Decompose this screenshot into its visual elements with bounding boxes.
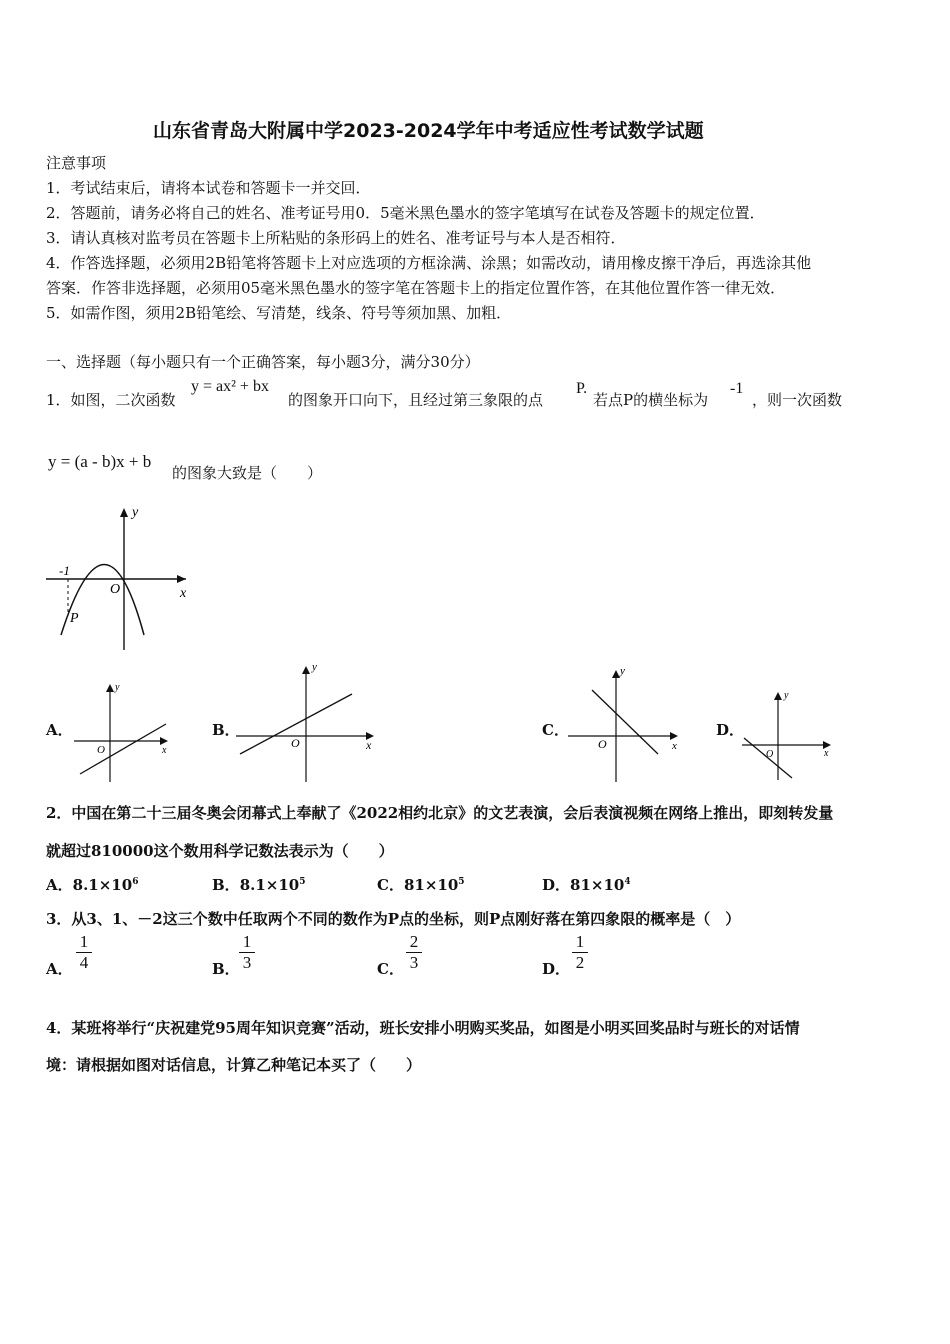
q3-option-c-label[interactable]: C．: [377, 960, 404, 978]
q1-c-y-label: y: [620, 665, 625, 677]
q1-option-c-label[interactable]: C．: [542, 721, 569, 739]
q2-text-line-2: 就超过810000这个数用科学记数法表示为（ ）: [46, 842, 394, 860]
q1-graph-x-label: x: [180, 586, 187, 601]
q1-equation-1: y = ax² + bx: [191, 378, 269, 395]
q1-graph-neg1: -1: [59, 563, 70, 578]
q1-a-x-label: x: [162, 745, 167, 756]
q3-option-d-label[interactable]: D．: [542, 960, 571, 978]
notice-item-4-cont: 答案．作答非选择题，必须用05毫米黑色墨水的签字笔在答题卡上的指定位置作答，在其他位置作答一律无效．: [46, 279, 786, 297]
q1-option-a-label[interactable]: A．: [46, 721, 73, 739]
q2-option-a[interactable]: A．$8.1\times 10^6$: [46, 876, 139, 894]
q1-option-d-graph: [740, 686, 836, 784]
q1-a-y-label: y: [115, 682, 120, 693]
q3-text: 3．从3、1、－2这三个数中任取两个不同的数作为P点的坐标，则P点刚好落在第四象限的概率是（ ）: [46, 910, 741, 928]
q1-a-origin: O: [97, 744, 105, 756]
q1-graph-y-label: y: [132, 505, 139, 520]
q3-option-a-label[interactable]: A．: [46, 960, 73, 978]
q1-option-b-graph: [234, 658, 384, 784]
notice-item-5: 5．如需作图，须用2B铅笔绘、写清楚，线条、符号等须加黑、加粗．: [46, 304, 512, 322]
q1-d-origin: O: [766, 749, 774, 760]
q2-option-c[interactable]: C．$81\times 10^5$: [377, 876, 465, 894]
q1-graph-origin: O: [110, 582, 121, 597]
q1-b-x-label: x: [366, 738, 372, 752]
q1-option-c-graph: [566, 662, 688, 784]
notice-item-4: 4．作答选择题，必须用2B铅笔将答题卡上对应选项的方框涂满、涂黑；如需改动，请用橡皮擦干净后，再选涂其他: [46, 254, 812, 272]
q2-option-d[interactable]: D．$81\times 10^4$: [542, 876, 631, 894]
q1-d-x-label: x: [824, 748, 829, 759]
q1-text-1: 1．如图，二次函数: [46, 391, 176, 409]
q2-text-line-1: 2．中国在第二十三届冬奥会闭幕式上奉献了《2022相约北京》的文艺表演，会后表演视频在网络上推出，即刻转发量: [46, 804, 834, 822]
q1-option-d-label[interactable]: D．: [716, 721, 745, 739]
q4-text-line-2: 境：请根据如图对话信息，计算乙种笔记本买了（ ）: [46, 1056, 422, 1074]
q1-b-y-label: y: [312, 661, 317, 673]
q1-point-p: P.: [576, 380, 588, 397]
q2-option-b[interactable]: B．$8.1\times 10^5$: [212, 876, 306, 894]
q1-d-y-label: y: [784, 690, 789, 701]
q3-option-b-label[interactable]: B．: [212, 960, 240, 978]
page-title: 山东省青岛大附属中学2023-2024学年中考适应性考试数学试题: [153, 120, 704, 142]
q3-option-c-fraction: 2 3: [406, 933, 422, 972]
q1-text-5: 的图象大致是（ ）: [172, 464, 323, 482]
q1-c-x-label: x: [672, 740, 677, 752]
section-heading: 一、选择题（每小题只有一个正确答案，每小题3分，满分30分）: [46, 353, 480, 371]
q4-text-line-1: 4．某班将举行“庆祝建党95周年知识竞赛”活动，班长安排小明购买奖品，如图是小明买回奖品时与班长的对话情: [46, 1019, 800, 1037]
notice-item-2: 2．答题前，请务必将自己的姓名、准考证号用0．5毫米黑色墨水的签字笔填写在试卷及答题卡的规定位置．: [46, 204, 765, 222]
q1-text-2: 的图象开口向下，且经过第三象限的点: [288, 391, 544, 409]
q1-b-origin: O: [291, 736, 300, 750]
q1-value: -1: [730, 380, 744, 397]
notice-item-1: 1．考试结束后，请将本试卷和答题卡一并交回．: [46, 179, 371, 197]
q1-text-4: ，则一次函数: [752, 391, 843, 409]
notice-item-3: 3．请认真核对监考员在答题卡上所粘贴的条形码上的姓名、准考证号与本人是否相符．: [46, 229, 626, 247]
q1-text-3: 若点P的横坐标为: [593, 391, 709, 409]
q3-option-a-fraction: 1 4: [76, 933, 92, 972]
q3-option-d-fraction: 1 2: [572, 933, 588, 972]
q1-option-a-graph: [72, 678, 176, 784]
q1-option-b-label[interactable]: B．: [212, 721, 240, 739]
q1-equation-2: y = (a - b)x + b: [48, 452, 152, 471]
q1-graph-point-p: P: [70, 611, 79, 626]
q1-c-origin: O: [598, 737, 607, 751]
q1-parabola-graph: [40, 500, 200, 655]
notice-heading: 注意事项: [46, 154, 107, 172]
q3-option-b-fraction: 1 3: [239, 933, 255, 972]
